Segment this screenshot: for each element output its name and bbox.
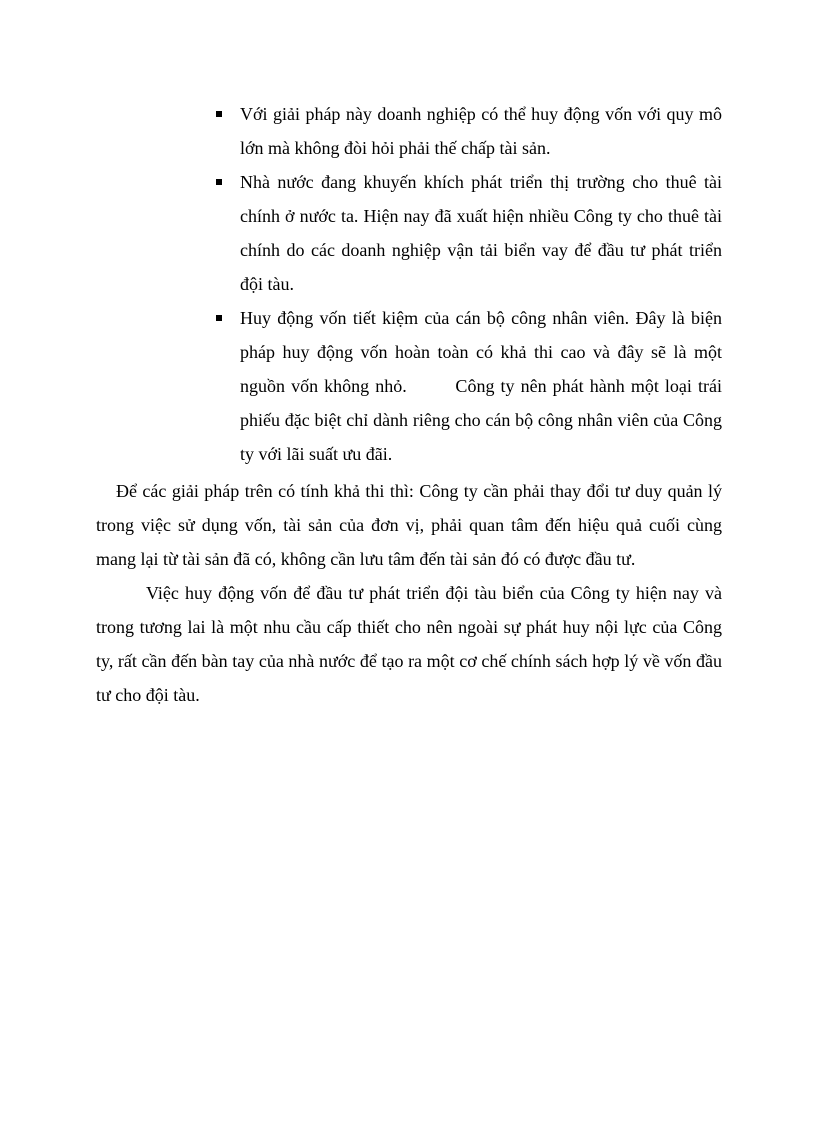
bullet-list [210, 97, 727, 471]
square-bullet-icon [216, 179, 222, 185]
bullet-item [210, 165, 722, 301]
square-bullet-icon [216, 111, 222, 117]
square-bullet-icon [216, 315, 222, 321]
bullet-item [210, 97, 722, 165]
bullet-text: Nhà nước đang khuyến khích phát triển thị trường cho thuê tài chính ở nước ta. Hiện nay đã xuất hiện nhiều Công ty cho thuê tài chính do các doanh nghiệp vận tải biển vay để đầu tư phát triển đội tàu. [240, 172, 722, 294]
bullet-text: Huy động vốn tiết kiệm của cán bộ công nhân viên. Đây là biện pháp huy động vốn hoàn toàn có khả thi cao và đây sẽ là một nguồn vốn không nhỏ. Công ty nên phát hành một loại trái phiếu đặc biệt chỉ dành riêng cho cán bộ công nhân viên của Công ty với lãi suất ưu đãi. [240, 308, 727, 464]
bullet-text: Với giải pháp này doanh nghiệp có thể huy động vốn với quy mô lớn mà không đòi hỏi phải thế chấp tài sản. [240, 104, 722, 158]
body-paragraph: Việc huy động vốn để đầu tư phát triển đội tàu biển của Công ty hiện nay và trong tương lai là một nhu cầu cấp thiết cho nên ngoài sự phát huy nội lực của Công ty, rất cần đến bàn tay của nhà nước để tạo ra một cơ chế chính sách hợp lý về vốn đầu tư cho đội tàu. [96, 583, 722, 705]
body-paragraph: Để các giải pháp trên có tính khả thi thì: Công ty cần phải thay đổi tư duy quản lý trong việc sử dụng vốn, tài sản của đơn vị, phải quan tâm đến hiệu quả cuối cùng mang lại từ tài sản đã có, không cần lưu tâm đến tài sản đó có được đầu tư. [96, 481, 722, 569]
bullet-item [210, 301, 727, 471]
